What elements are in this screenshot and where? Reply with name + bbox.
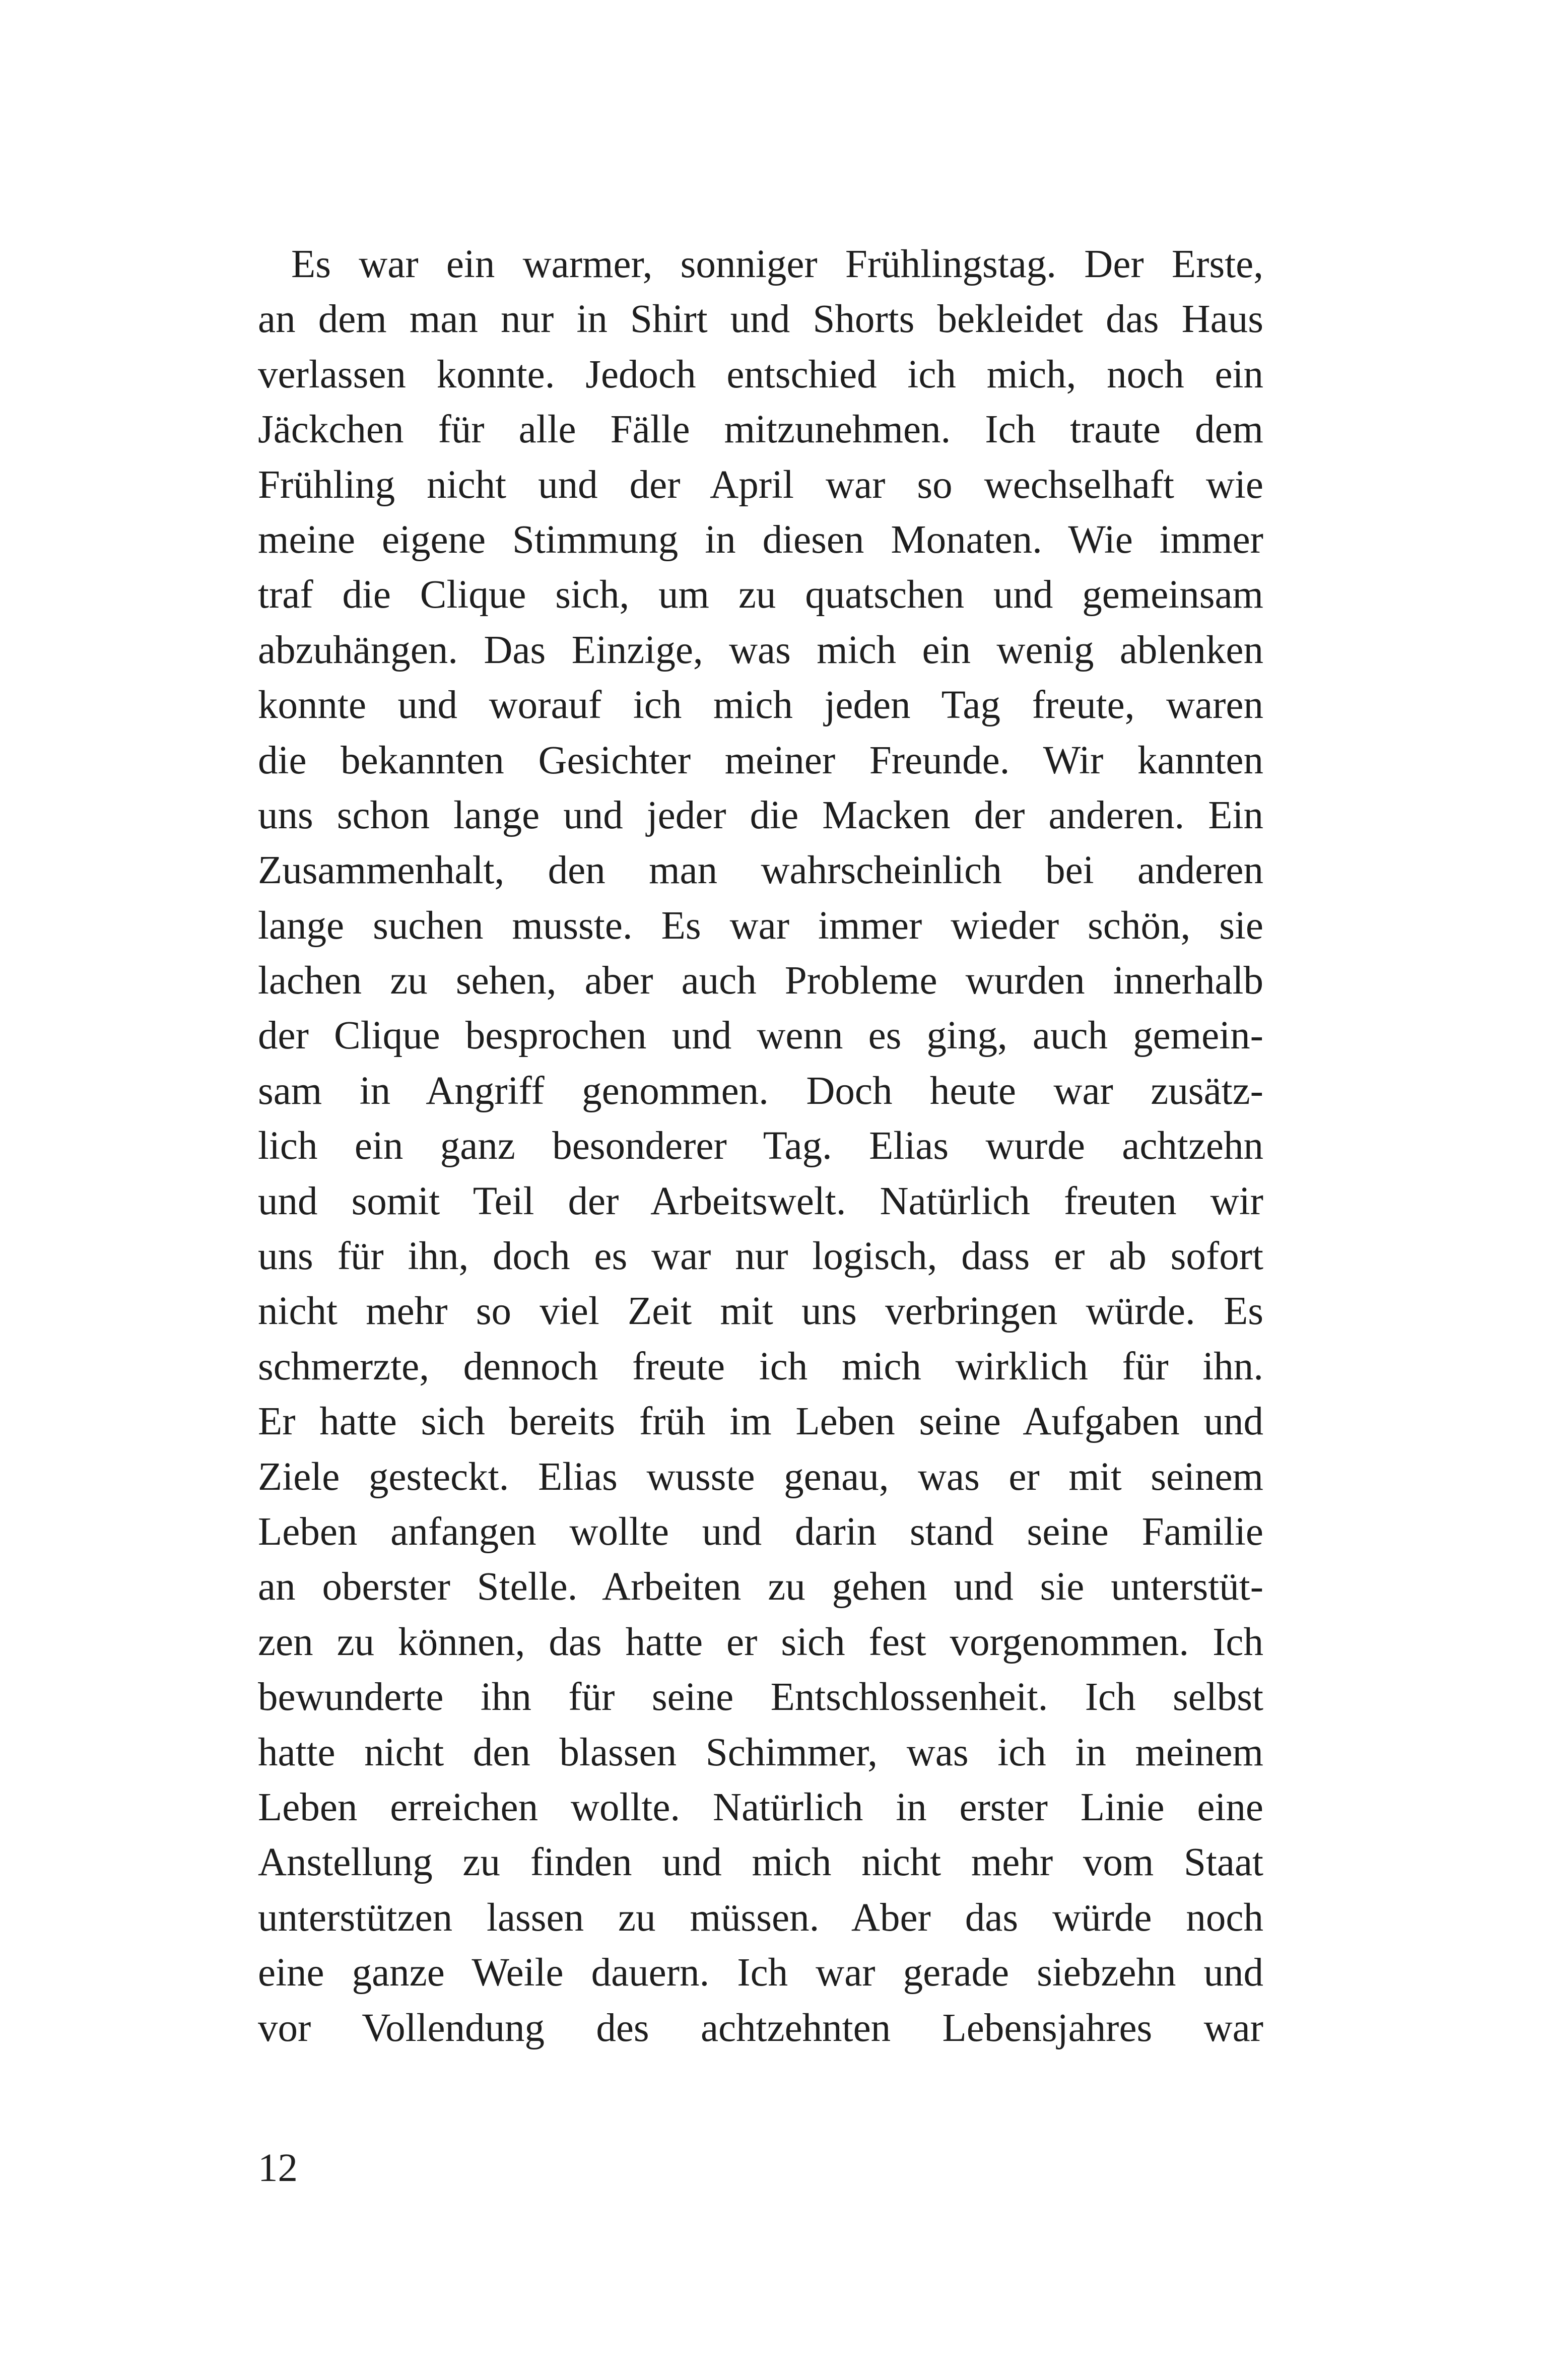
text-line: Leben erreichen wollte. Natürlich in erster Linie eine	[258, 1785, 1263, 1829]
text-line: lange suchen musste. Es war immer wieder schön, sie	[258, 903, 1263, 948]
text-line: schmerzte, dennoch freute ich mich wirklich für ihn.	[258, 1344, 1263, 1389]
text-line: eine ganze Weile dauern. Ich war gerade siebzehn und	[258, 1951, 1263, 1995]
text-line: Leben anfangen wollte und darin stand seine Familie	[258, 1509, 1263, 1554]
text-line: hatte nicht den blassen Schimmer, was ich in meinem	[258, 1730, 1263, 1774]
text-line: vor Vollendung des achtzehnten Lebensjahres war	[258, 2006, 1263, 2050]
text-line: abzuhängen. Das Einzige, was mich ein wenig ablenken	[258, 628, 1263, 672]
text-line: meine eigene Stimmung in diesen Monaten. Wie immer	[258, 517, 1263, 562]
text-line: sam in Angriff genommen. Doch heute war zusätz-	[258, 1069, 1263, 1113]
text-line: zen zu können, das hatte er sich fest vorgenommen. Ich	[258, 1620, 1263, 1664]
body-paragraph	[258, 237, 1263, 2056]
text-line: konnte und worauf ich mich jeden Tag freute, waren	[258, 683, 1263, 728]
text-line: bewunderte ihn für seine Entschlossenheit. Ich selbst	[258, 1675, 1263, 1720]
text-line: und somit Teil der Arbeitswelt. Natürlich freuten wir	[258, 1179, 1263, 1223]
text-line: unterstützen lassen zu müssen. Aber das würde noch	[258, 1895, 1263, 1940]
text-line: lich ein ganz besonderer Tag. Elias wurde achtzehn	[258, 1124, 1263, 1168]
text-line: Zusammenhalt, den man wahrscheinlich bei anderen	[258, 848, 1263, 893]
text-line: Anstellung zu finden und mich nicht mehr vom Staat	[258, 1840, 1263, 1885]
text-line: traf die Clique sich, um zu quatschen und gemeinsam	[258, 573, 1263, 617]
text-line: uns für ihn, doch es war nur logisch, dass er ab sofort	[258, 1234, 1263, 1279]
text-line: Jäckchen für alle Fälle mitzunehmen. Ich traute dem	[258, 408, 1263, 452]
text-line: der Clique besprochen und wenn es ging, auch gemein-	[258, 1014, 1263, 1058]
text-line: Frühling nicht und der April war so wechselhaft wie	[258, 462, 1263, 507]
text-line: an oberster Stelle. Arbeiten zu gehen und sie unterstüt-	[258, 1565, 1263, 1609]
text-line: verlassen konnte. Jedoch entschied ich mich, noch ein	[258, 352, 1263, 396]
text-line: Er hatte sich bereits früh im Leben seine Aufgaben und	[258, 1400, 1263, 1444]
text-line: nicht mehr so viel Zeit mit uns verbringen würde. Es	[258, 1289, 1263, 1334]
text-line: die bekannten Gesichter meiner Freunde. Wir kannten	[258, 738, 1263, 782]
text-line: lachen zu sehen, aber auch Probleme wurden innerhalb	[258, 959, 1263, 1003]
text-line: Ziele gesteckt. Elias wusste genau, was er mit seinem	[258, 1455, 1263, 1499]
text-line: an dem man nur in Shirt und Shorts bekleidet das Haus	[258, 297, 1263, 342]
page-number: 12	[258, 2146, 298, 2190]
text-line: uns schon lange und jeder die Macken der anderen. Ein	[258, 793, 1263, 837]
text-line: Es war ein warmer, sonniger Frühlingstag. Der Erste,	[291, 242, 1263, 286]
